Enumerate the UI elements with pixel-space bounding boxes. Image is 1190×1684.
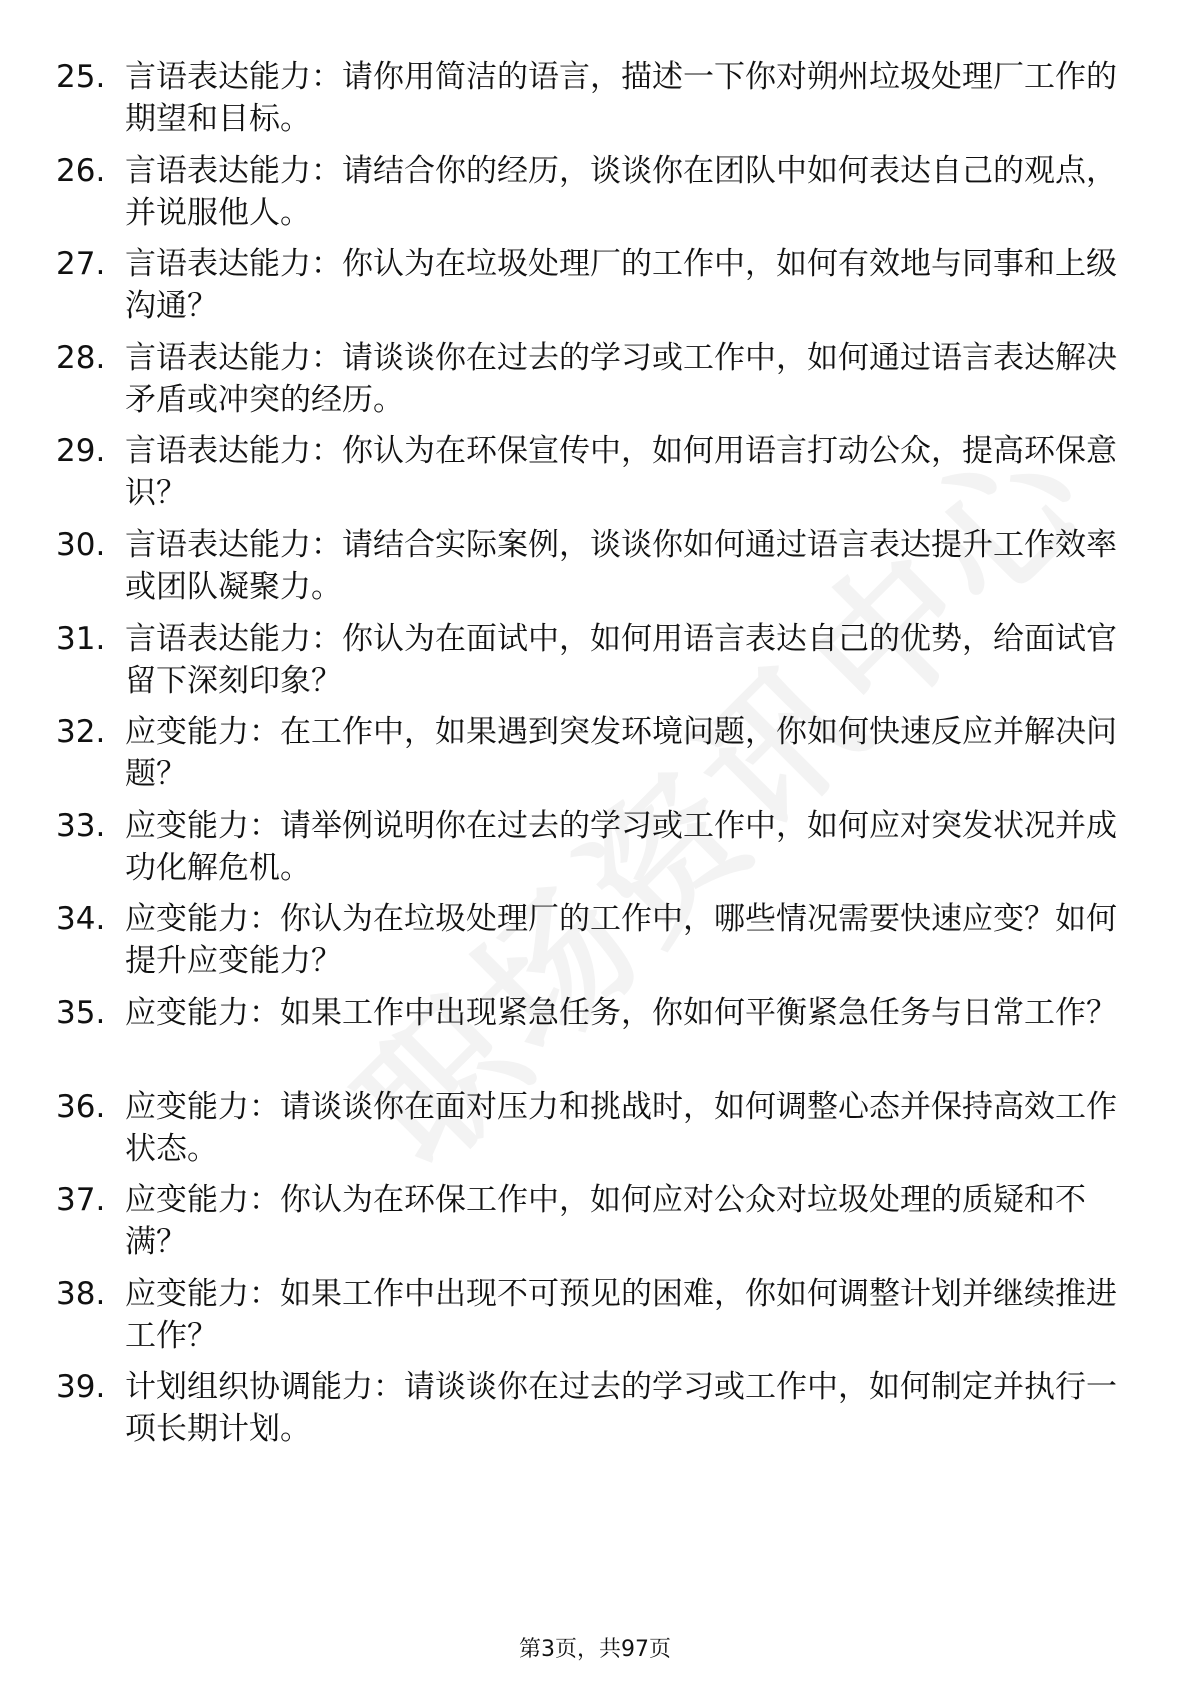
question-list — [0, 50, 1190, 1454]
list-item — [0, 986, 1190, 1080]
list-item — [0, 518, 1190, 612]
list-item — [0, 50, 1190, 144]
list-item — [0, 1267, 1190, 1361]
question-number: 38. — [56, 1275, 106, 1312]
list-item — [0, 612, 1190, 706]
list-item — [0, 144, 1190, 238]
list-item — [0, 1360, 1190, 1454]
question-text: 言语表达能力：请结合实际案例，谈谈你如何通过语言表达提升工作效率或团队凝聚力。 — [125, 526, 1117, 605]
list-item — [0, 799, 1190, 893]
question-text: 计划组织协调能力：请谈谈你在过去的学习或工作中，如何制定并执行一项长期计划。 — [125, 1369, 1117, 1448]
question-number: 25. — [56, 59, 106, 95]
question-number: 28. — [56, 339, 106, 376]
question-number: 37. — [56, 1182, 106, 1219]
question-number: 26. — [56, 152, 106, 189]
list-item — [0, 892, 1190, 986]
question-number: 29. — [56, 433, 106, 470]
question-text: 应变能力：你认为在环保工作中，如何应对公众对垃圾处理的质疑和不满？ — [125, 1182, 1086, 1261]
question-text: 言语表达能力：请你用简洁的语言，描述一下你对朔州垃圾处理厂工作的期望和目标。 — [125, 59, 1117, 137]
question-number: 30. — [56, 526, 106, 563]
question-text: 言语表达能力：你认为在环保宣传中，如何用语言打动公众，提高环保意识？ — [125, 433, 1117, 512]
question-text: 应变能力：请谈谈你在面对压力和挑战时，如何调整心态并保持高效工作状态。 — [125, 1088, 1117, 1167]
question-number: 31. — [56, 620, 106, 657]
list-item — [0, 1173, 1190, 1267]
question-number: 33. — [56, 807, 106, 844]
page-number-footer: 第3页，共97页 — [519, 1637, 671, 1662]
question-text: 应变能力：在工作中，如果遇到突发环境问题，你如何快速反应并解决问题？ — [125, 714, 1117, 793]
question-text: 言语表达能力：你认为在垃圾处理厂的工作中，如何有效地与同事和上级沟通？ — [125, 246, 1117, 325]
question-text: 应变能力：你认为在垃圾处理厂的工作中，哪些情况需要快速应变？如何提升应变能力？ — [125, 901, 1117, 980]
question-text: 应变能力：请举例说明你在过去的学习或工作中，如何应对突发状况并成功化解危机。 — [125, 807, 1117, 886]
question-number: 32. — [56, 714, 106, 751]
question-text: 言语表达能力：请谈谈你在过去的学习或工作中，如何通过语言表达解决矛盾或冲突的经历。 — [125, 339, 1117, 418]
list-item — [0, 705, 1190, 799]
question-number: 35. — [56, 994, 106, 1031]
question-number: 39. — [56, 1369, 106, 1406]
question-text: 应变能力：如果工作中出现不可预见的困难，你如何调整计划并继续推进工作？ — [125, 1275, 1117, 1354]
question-text: 言语表达能力：你认为在面试中，如何用语言表达自己的优势，给面试官留下深刻印象？ — [125, 620, 1117, 699]
question-text: 应变能力：如果工作中出现紧急任务，你如何平衡紧急任务与日常工作？ — [125, 994, 1117, 1031]
list-item — [0, 331, 1190, 425]
list-item — [0, 237, 1190, 331]
question-number: 36. — [56, 1088, 106, 1125]
question-number: 27. — [56, 246, 106, 283]
list-item — [0, 1080, 1190, 1174]
question-number: 34. — [56, 901, 106, 938]
question-text: 言语表达能力：请结合你的经历，谈谈你在团队中如何表达自己的观点，并说服他人。 — [125, 152, 1117, 231]
list-item — [0, 424, 1190, 518]
